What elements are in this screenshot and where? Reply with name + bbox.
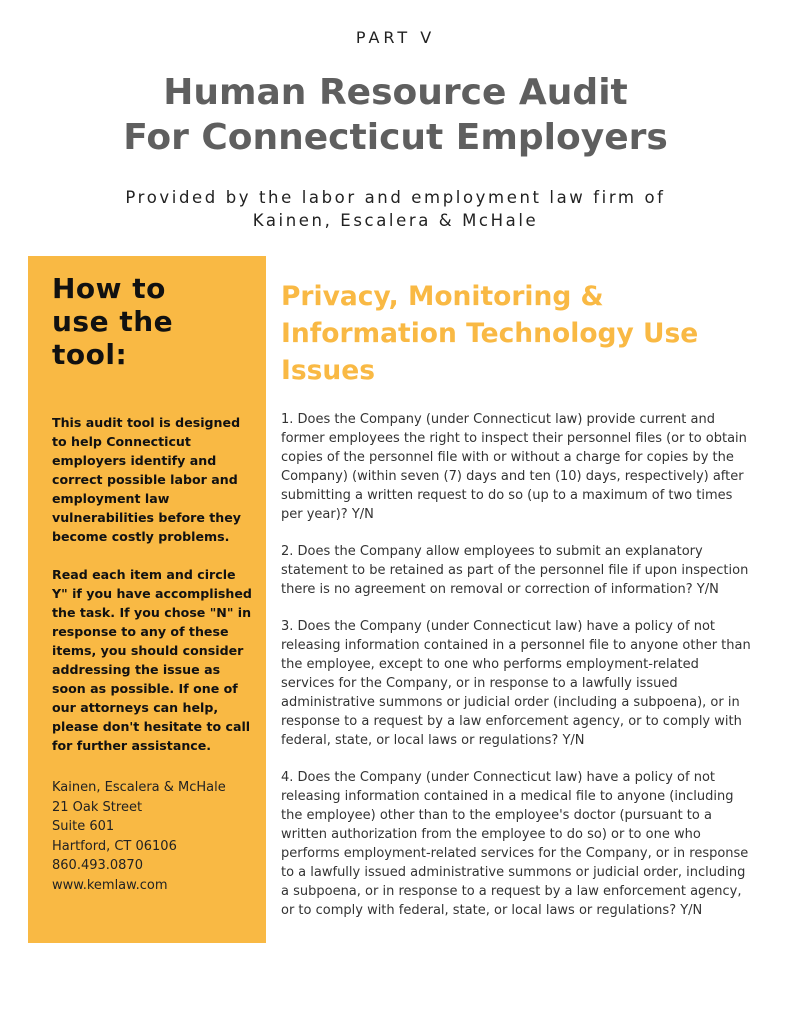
question-list — [281, 410, 751, 938]
how-to-sidebar — [28, 256, 266, 943]
subtitle-line-2: Kainen, Escalera & McHale — [252, 211, 539, 230]
page-title — [0, 70, 791, 160]
question-item-3: 3. Does the Company (under Connecticut law) have a policy of not releasing information contained in a personnel file to anyone other than the employee, except to one who performs employment-related services for the Company, or in response to a lawfully issued administrative summons or judicial order (including a subpoena), or in response to a request by a law enforcement agency, or to comply with federal, state, or local laws or regulations? Y/N — [281, 619, 751, 748]
firm-suite: Suite 601 — [52, 819, 115, 834]
subtitle-line-1: Provided by the labor and employment law firm of — [125, 188, 666, 207]
page-subtitle — [0, 186, 791, 232]
page-title-line-2: For Connecticut Employers — [123, 117, 668, 158]
firm-phone: 860.493.0870 — [52, 858, 143, 873]
page-title-line-1: Human Resource Audit — [163, 72, 628, 113]
sidebar-heading: How to use the tool: — [52, 272, 174, 371]
part-label: PART V — [355, 28, 436, 47]
firm-name: Kainen, Escalera & McHale — [52, 780, 226, 795]
firm-website: www.kemlaw.com — [52, 877, 168, 893]
sidebar-intro-paragraph: This audit tool is designed to help Connecticut employers identify and correct possible labor and employment law vulnerabilities before they become costly problems. — [52, 415, 241, 544]
section-heading: Privacy, Monitoring & Information Technology Use Issues — [281, 281, 699, 386]
firm-address-block — [52, 778, 252, 895]
sidebar-instructions-paragraph: Read each item and circle Y" if you have accomplished the task. If you chose "N" in response to any of these items, you should consider addressing the issue as soon as possible. If one of our attorneys can help, please don't hesitate to call for further assistance. — [52, 567, 252, 753]
question-item-1: 1. Does the Company (under Connecticut law) provide current and former employees the right to inspect their personnel files (or to obtain copies of the personnel file with or without a charge for copies by the Company) (within seven (7) days and ten (10) days, respectively) after submitting a written request to do so (up to a maximum of two times per year)? Y/N — [281, 412, 747, 522]
question-item-2: 2. Does the Company allow employees to submit an explanatory statement to be retained as part of the personnel file if upon inspection there is no agreement on removal or correction of information? Y/N — [281, 544, 749, 597]
firm-street: 21 Oak Street — [52, 799, 143, 815]
question-item-4: 4. Does the Company (under Connecticut law) have a policy of not releasing information contained in a medical file to anyone (including the employee) other than to the employee's doctor (pursuant to a written authorization from the employee to do so) or to one who performs employment-related services for the Company, or in response to a lawfully issued administrative summons or judicial order, including a subpoena, or in response to a request by a law enforcement agency, or to comply with federal, state, or local laws or regulations? Y/N — [281, 770, 749, 918]
firm-city: Hartford, CT 06106 — [52, 838, 177, 854]
